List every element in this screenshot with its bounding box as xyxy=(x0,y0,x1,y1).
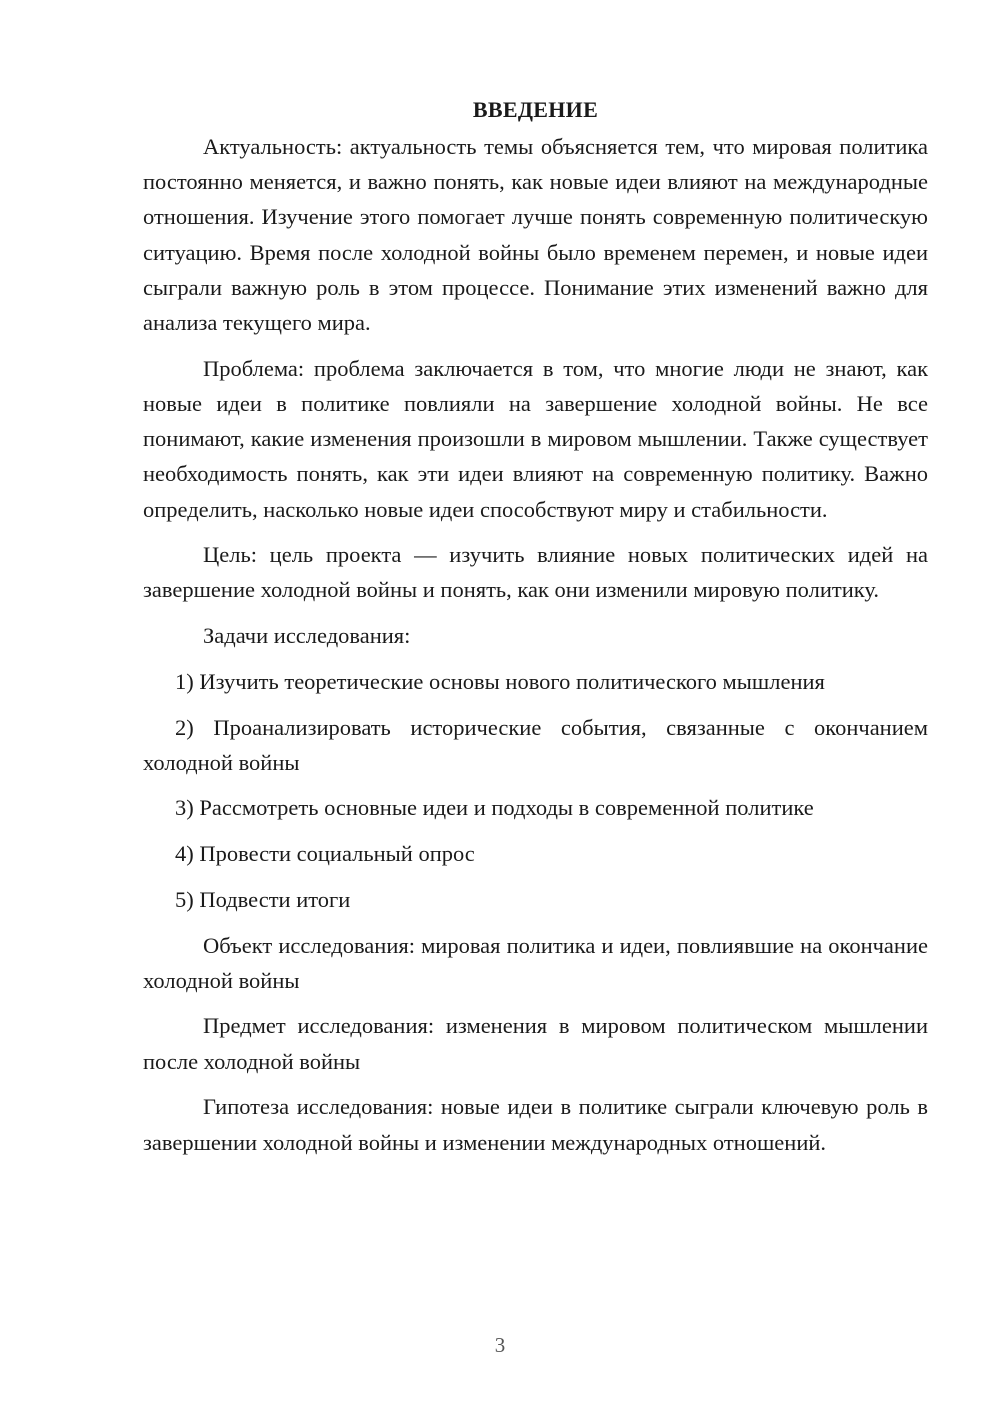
paragraph-hypothesis: Гипотеза исследования: новые идеи в политике сыграли ключевую роль в завершении холодной войны и изменении международных отношений. xyxy=(143,1094,928,1155)
task-item: 5) Подвести итоги xyxy=(175,886,351,912)
task-item: 4) Провести социальный опрос xyxy=(175,841,475,867)
paragraph-object: Объект исследования: мировая политика и идеи, повлиявшие на окончание холодной войны xyxy=(143,932,928,993)
task-item: 3) Рассмотреть основные идеи и подходы в современной политике xyxy=(175,795,814,821)
paragraph-subject: Предмет исследования: изменения в мировом политическом мышлении после холодной войны xyxy=(143,1013,928,1074)
section-title: ВВЕДЕНИЕ xyxy=(472,97,599,122)
task-item: 2) Проанализировать исторические события, связанные с окончанием холодной войны xyxy=(143,714,928,775)
page-number: 3 xyxy=(494,1333,506,1357)
task-item: 1) Изучить теоретические основы нового политического мышления xyxy=(175,668,825,694)
tasks-heading: Задачи исследования: xyxy=(203,623,411,649)
document-page xyxy=(143,95,928,1170)
paragraph-goal: Цель: цель проекта — изучить влияние новых политических идей на завершение холодной войны и понять, как они изменили мировую политику. xyxy=(143,542,928,603)
paragraph-relevance: Актуальность: актуальность темы объясняется тем, что мировая политика постоянно меняется, и важно понять, как новые идеи влияют на международные отношения. Изучение этого помогает лучше понять современную политическую ситуацию. Время после холодной войны было временем перемен, и новые идеи сыграли важную роль в этом процессе. Понимание этих изменений важно для анализа текущего мира. xyxy=(143,134,928,336)
paragraph-problem: Проблема: проблема заключается в том, что многие люди не знают, как новые идеи в политике повлияли на завершение холодной войны. Не все понимают, какие изменения произошли в мировом мышлении. Также существует необходимость понять, как эти идеи влияют на современную политику. Важно определить, насколько новые идеи способствуют миру и стабильности. xyxy=(143,355,928,522)
